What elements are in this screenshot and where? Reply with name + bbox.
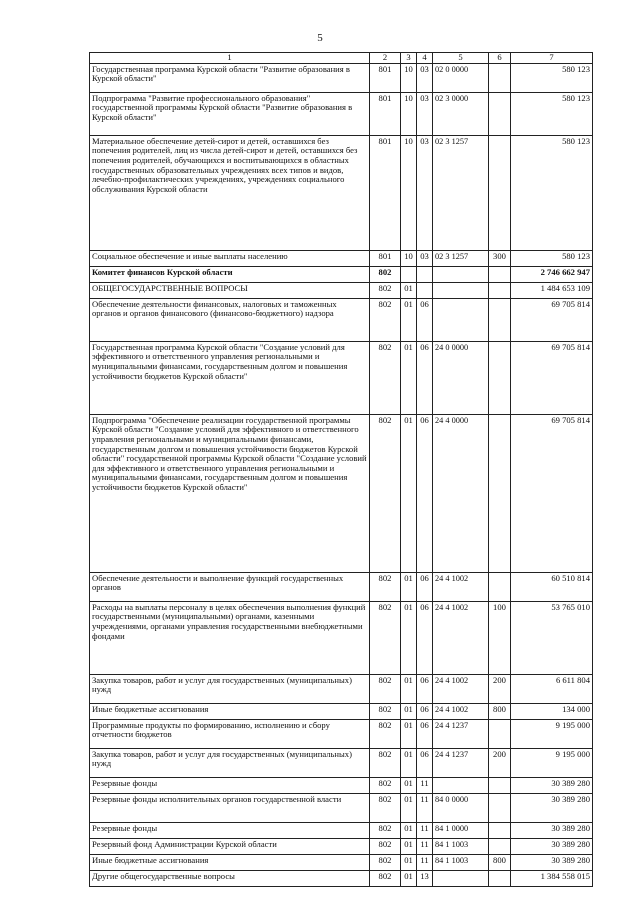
section-code-cell: 01 [401,777,417,793]
ministry-code-cell: 802 [370,298,401,341]
target-article-code-cell [433,282,489,298]
subsection-code-cell: 03 [417,250,433,266]
header-row [90,53,593,64]
section-code-cell: 01 [401,282,417,298]
ministry-code-cell: 802 [370,854,401,870]
expense-type-code-cell: 200 [489,748,511,777]
expense-name-cell: ОБЩЕГОСУДАРСТВЕННЫЕ ВОПРОСЫ [90,282,370,298]
target-article-code-cell [433,298,489,341]
ministry-code-cell: 802 [370,822,401,838]
table-row [90,92,593,135]
subsection-code-cell: 11 [417,777,433,793]
subsection-code-cell: 11 [417,838,433,854]
subsection-code-cell: 03 [417,63,433,92]
ministry-code-cell: 801 [370,250,401,266]
section-code-cell: 01 [401,572,417,601]
expense-type-code-cell: 800 [489,854,511,870]
header-col-7: 7 [511,53,593,64]
section-code-cell: 01 [401,822,417,838]
amount-cell: 30 389 280 [511,854,593,870]
subsection-code-cell: 06 [417,748,433,777]
expense-type-code-cell [489,822,511,838]
expense-name-cell: Резервный фонд Администрации Курской области [90,838,370,854]
target-article-code-cell: 84 1 0000 [433,822,489,838]
section-code-cell: 10 [401,250,417,266]
amount-cell: 1 384 558 015 [511,870,593,886]
ministry-code-cell: 802 [370,601,401,674]
expense-type-code-cell: 800 [489,703,511,719]
target-article-code-cell: 84 1 1003 [433,854,489,870]
expense-type-code-cell [489,63,511,92]
target-article-code-cell [433,870,489,886]
section-code-cell: 01 [401,341,417,414]
ministry-code-cell: 802 [370,282,401,298]
section-code-cell: 01 [401,674,417,703]
section-code-cell: 01 [401,719,417,748]
ministry-code-cell: 802 [370,838,401,854]
section-code-cell: 01 [401,838,417,854]
header-col-1: 1 [90,53,370,64]
expense-type-code-cell: 300 [489,250,511,266]
amount-cell: 9 195 000 [511,719,593,748]
target-article-code-cell: 02 0 0000 [433,63,489,92]
ministry-code-cell: 802 [370,870,401,886]
expense-name-cell: Закупка товаров, работ и услуг для государственных (муниципальных) нужд [90,748,370,777]
target-article-code-cell: 24 4 0000 [433,414,489,572]
target-article-code-cell: 02 3 1257 [433,250,489,266]
target-article-code-cell: 24 4 1002 [433,572,489,601]
amount-cell: 53 765 010 [511,601,593,674]
ministry-code-cell: 802 [370,748,401,777]
amount-cell: 30 389 280 [511,793,593,822]
expense-type-code-cell: 100 [489,601,511,674]
target-article-code-cell: 24 4 1237 [433,748,489,777]
expense-type-code-cell [489,341,511,414]
target-article-code-cell: 24 4 1002 [433,601,489,674]
ministry-code-cell: 802 [370,703,401,719]
section-code-cell: 01 [401,298,417,341]
expense-name-cell: Другие общегосударственные вопросы [90,870,370,886]
amount-cell: 30 389 280 [511,777,593,793]
subsection-code-cell: 13 [417,870,433,886]
table-row [90,298,593,341]
table-row [90,719,593,748]
section-code-cell: 10 [401,63,417,92]
expense-type-code-cell [489,777,511,793]
target-article-code-cell: 84 0 0000 [433,793,489,822]
section-code-cell: 01 [401,870,417,886]
subsection-code-cell: 03 [417,92,433,135]
table-row [90,341,593,414]
section-code-cell: 01 [401,414,417,572]
subsection-code-cell [417,282,433,298]
target-article-code-cell [433,777,489,793]
table-row [90,793,593,822]
ministry-code-cell: 802 [370,414,401,572]
expense-name-cell: Обеспечение деятельности финансовых, налоговых и таможенных органов и органов финансового (финансово-бюджетного) надзора [90,298,370,341]
table-row [90,674,593,703]
ministry-code-cell: 802 [370,266,401,282]
ministry-code-cell: 801 [370,92,401,135]
table-row [90,870,593,886]
subsection-code-cell: 03 [417,135,433,250]
subsection-code-cell: 06 [417,674,433,703]
expense-type-code-cell [489,870,511,886]
expense-type-code-cell [489,135,511,250]
ministry-code-cell: 802 [370,719,401,748]
amount-cell: 580 123 [511,63,593,92]
expense-type-code-cell [489,838,511,854]
amount-cell: 30 389 280 [511,822,593,838]
subsection-code-cell: 11 [417,822,433,838]
section-code-cell: 10 [401,92,417,135]
table-row [90,135,593,250]
table-row [90,282,593,298]
header-col-2: 2 [370,53,401,64]
subsection-code-cell: 06 [417,572,433,601]
subsection-code-cell [417,266,433,282]
amount-cell: 1 484 653 109 [511,282,593,298]
header-col-5: 5 [433,53,489,64]
expense-type-code-cell [489,298,511,341]
expense-name-cell: Резервные фонды [90,777,370,793]
ministry-code-cell: 802 [370,793,401,822]
amount-cell: 580 123 [511,135,593,250]
expense-type-code-cell [489,572,511,601]
expense-type-code-cell [489,793,511,822]
expense-type-code-cell [489,719,511,748]
ministry-code-cell: 802 [370,674,401,703]
subsection-code-cell: 06 [417,703,433,719]
budget-table [89,52,593,887]
ministry-code-cell: 801 [370,135,401,250]
section-code-cell: 01 [401,748,417,777]
table-row [90,572,593,601]
subsection-code-cell: 11 [417,793,433,822]
target-article-code-cell: 02 3 0000 [433,92,489,135]
subsection-code-cell: 06 [417,298,433,341]
target-article-code-cell: 24 4 1002 [433,703,489,719]
expense-type-code-cell: 200 [489,674,511,703]
table-row [90,838,593,854]
target-article-code-cell [433,266,489,282]
page-number: 5 [317,32,323,44]
amount-cell: 6 611 804 [511,674,593,703]
section-code-cell: 01 [401,793,417,822]
expense-type-code-cell [489,266,511,282]
subsection-code-cell: 11 [417,854,433,870]
expense-name-cell: Обеспечение деятельности и выполнение функций государственных органов [90,572,370,601]
amount-cell: 580 123 [511,250,593,266]
expense-name-cell: Программные продукты по формированию, исполнению и сбору отчетности бюджетов [90,719,370,748]
expense-name-cell: Государственная программа Курской области "Развитие образования в Курской области" [90,63,370,92]
expense-name-cell: Расходы на выплаты персоналу в целях обеспечения выполнения функций государственными (муниципальными) органами, казенными учреждениями, органами управления государственными внебюджетными фондами [90,601,370,674]
table-row [90,63,593,92]
subsection-code-cell: 06 [417,414,433,572]
subsection-code-cell: 06 [417,341,433,414]
section-code-cell [401,266,417,282]
expense-name-cell: Резервные фонды исполнительных органов государственной власти [90,793,370,822]
table-row [90,748,593,777]
amount-cell: 2 746 662 947 [511,266,593,282]
amount-cell: 134 000 [511,703,593,719]
expense-name-cell: Резервные фонды [90,822,370,838]
table-row [90,854,593,870]
amount-cell: 69 705 814 [511,414,593,572]
table-row [90,777,593,793]
table-row [90,822,593,838]
header-col-6: 6 [489,53,511,64]
ministry-code-cell: 801 [370,63,401,92]
ministry-code-cell: 802 [370,572,401,601]
expense-name-cell: Государственная программа Курской области "Создание условий для эффективного и ответственного управления региональными и муниципальными финансами, государственным долгом и повышения устойчивости бюджетов Курской области" [90,341,370,414]
expense-name-cell: Подпрограмма "Развитие профессионального образования" государственной программы Курской области "Развитие образования в Курской области" [90,92,370,135]
amount-cell: 9 195 000 [511,748,593,777]
amount-cell: 30 389 280 [511,838,593,854]
header-col-3: 3 [401,53,417,64]
expense-name-cell: Подпрограмма "Обеспечение реализации государственной программы Курской области "Создание условий для эффективного и ответственного управления региональными и муниципальными финансами, государственным долгом и повышения устойчивости бюджетов Курской области" государственной программы Курской области "Создание условий для эффективного и ответственного управления региональными и муниципальными финансами, государственным долгом и повышения устойчивости бюджетов Курской области" [90,414,370,572]
table-row [90,414,593,572]
amount-cell: 60 510 814 [511,572,593,601]
target-article-code-cell: 02 3 1257 [433,135,489,250]
target-article-code-cell: 84 1 1003 [433,838,489,854]
ministry-code-cell: 802 [370,777,401,793]
target-article-code-cell: 24 0 0000 [433,341,489,414]
expense-name-cell: Социальное обеспечение и иные выплаты населению [90,250,370,266]
section-code-cell: 01 [401,601,417,674]
header-col-4: 4 [417,53,433,64]
table-body [90,63,593,886]
section-code-cell: 01 [401,703,417,719]
amount-cell: 69 705 814 [511,341,593,414]
table-row [90,703,593,719]
expense-name-cell: Закупка товаров, работ и услуг для государственных (муниципальных) нужд [90,674,370,703]
target-article-code-cell: 24 4 1237 [433,719,489,748]
target-article-code-cell: 24 4 1002 [433,674,489,703]
expense-name-cell: Иные бюджетные ассигнования [90,703,370,719]
section-code-cell: 10 [401,135,417,250]
expense-type-code-cell [489,414,511,572]
section-code-cell: 01 [401,854,417,870]
subsection-code-cell: 06 [417,719,433,748]
table-row [90,266,593,282]
expense-name-cell: Иные бюджетные ассигнования [90,854,370,870]
table-row [90,250,593,266]
subsection-code-cell: 06 [417,601,433,674]
expense-type-code-cell [489,92,511,135]
amount-cell: 580 123 [511,92,593,135]
ministry-code-cell: 802 [370,341,401,414]
table-row [90,601,593,674]
expense-name-cell: Материальное обеспечение детей-сирот и детей, оставшихся без попечения родителей, лиц из числа детей-сирот и детей, оставшихся без попечения родителей, обучающихся и воспитывающихся в областных государственных образовательных учреждениях всех типов и видов, лечебно-профилактических учреждениях, учреждениях социального обслуживания Курской области [90,135,370,250]
expense-type-code-cell [489,282,511,298]
expense-name-cell: Комитет финансов Курской области [90,266,370,282]
amount-cell: 69 705 814 [511,298,593,341]
